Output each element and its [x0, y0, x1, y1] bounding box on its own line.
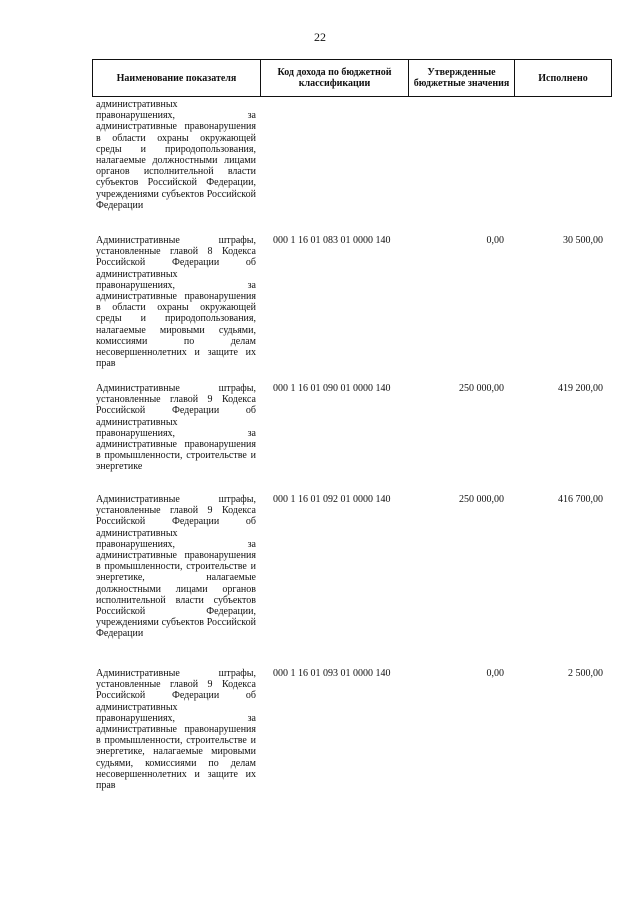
row-approved: 250 000,00 [459, 494, 504, 505]
row-executed: 416 700,00 [558, 494, 603, 505]
row-name: Административные штрафы, установленные главой 9 Кодекса Российской Федерации об административных правонарушениях, за административные правонарушения в промышленности, строительстве и энергетике, налагаемые должностными лицами органов исполнительной власти субъектов Российской Федерации, учреждениями субъектов Российской Федерации [96, 494, 256, 640]
row-code: 000 1 16 01 092 01 0000 140 [273, 494, 391, 505]
row-code: 000 1 16 01 090 01 0000 140 [273, 383, 391, 394]
row-name: Административные штрафы, установленные главой 9 Кодекса Российской Федерации об административных правонарушениях, за административные правонарушения в промышленности, строительстве и энергетике, налагаемые мировыми судьями, комиссиями по делам несовершеннолетних и защите их прав [96, 668, 256, 792]
header-executed: Исполнено [538, 72, 588, 84]
header-name: Наименование показателя [93, 60, 261, 96]
row-executed: 2 500,00 [568, 668, 603, 679]
row-name: Административные штрафы, установленные главой 8 Кодекса Российской Федерации об административных правонарушениях, за административные правонарушения в области охраны окружающей среды и природопользования, налагаемые мировыми судьями, комиссиями по делам несовершеннолетних и защите их прав [96, 235, 256, 370]
header-code: Код дохода по бюджетной классификации [261, 60, 409, 96]
continuation-text: административных правонарушениях, за административные правонарушения в области охраны окружающей среды и природопользования, налагаемые должностными лицами органов исполнительной власти субъектов Российской Федерации, учреждениями субъектов Российской Федерации [96, 99, 256, 211]
row-approved: 0,00 [486, 235, 504, 246]
row-code: 000 1 16 01 083 01 0000 140 [273, 235, 391, 246]
row-executed: 419 200,00 [558, 383, 603, 394]
row-approved: 0,00 [486, 668, 504, 679]
page-number: 22 [314, 30, 326, 44]
row-code: 000 1 16 01 093 01 0000 140 [273, 668, 391, 679]
row-name: Административные штрафы, установленные главой 9 Кодекса Российской Федерации об административных правонарушениях, за административные правонарушения в промышленности, строительстве и энергетике [96, 383, 256, 473]
row-executed: 30 500,00 [563, 235, 603, 246]
row-approved: 250 000,00 [459, 383, 504, 394]
header-approved: Утвержденные бюджетные значения [409, 60, 515, 96]
